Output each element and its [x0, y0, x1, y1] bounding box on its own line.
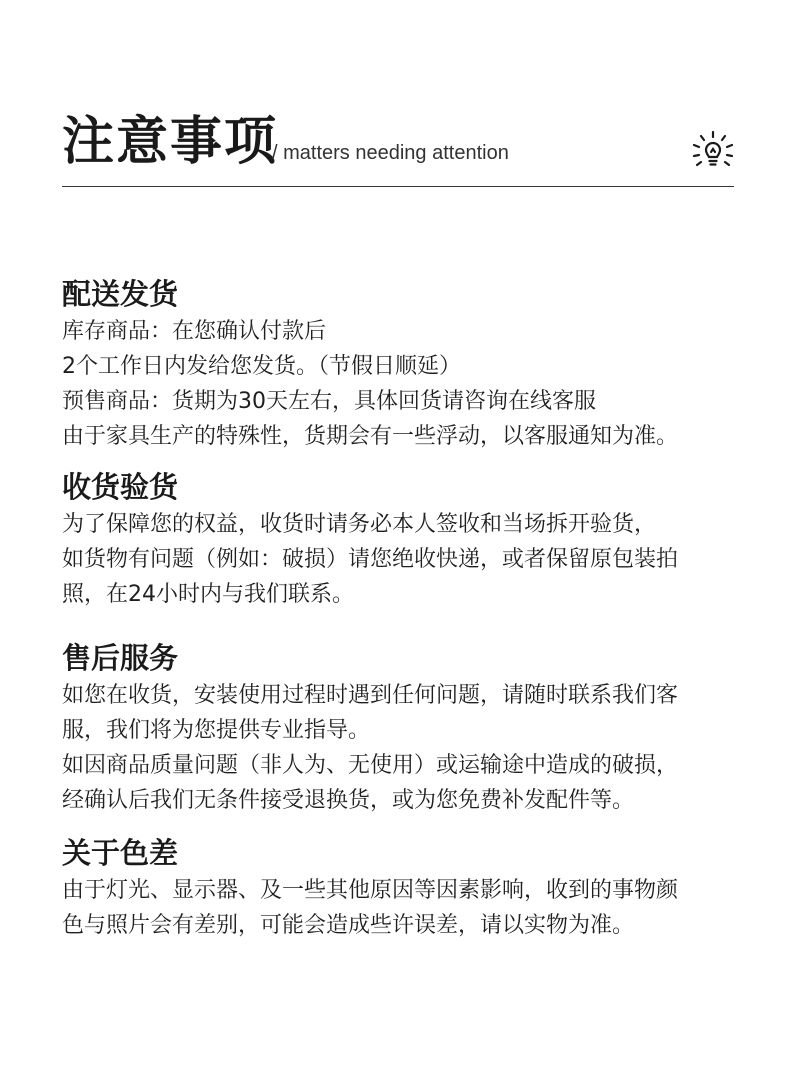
section-body: [62, 678, 752, 818]
section-body: [62, 873, 752, 943]
body-line: 如货物有问题（例如：破损）请您绝收快递，或者保留原包装拍: [62, 547, 679, 572]
section-body: [62, 507, 752, 612]
body-line: 色与照片会有差别，可能会造成些许误差，请以实物为准。: [62, 913, 635, 938]
section-heading: 配送发货: [62, 277, 179, 311]
body-line: 预售商品：货期为30天左右，具体回货请咨询在线客服: [62, 389, 596, 414]
section-after-sales: [62, 638, 752, 818]
body-line: 为了保障您的权益，收货时请务必本人签收和当场拆开验货，: [62, 512, 657, 537]
body-line: 由于家具生产的特殊性，货期会有一些浮动，以客服通知为准。: [62, 424, 679, 449]
body-line: 如您在收货，安装使用过程时遇到任何问题，请随时联系我们客: [62, 683, 679, 708]
section-shipping: [62, 274, 752, 454]
page-subtitle: / matters needing attention: [272, 142, 509, 164]
section-heading: 收货验货: [62, 470, 179, 504]
page-title: 注意事项: [62, 112, 279, 172]
body-line: 2个工作日内发给您发货。（节假日顺延）: [62, 354, 461, 379]
body-line: 由于灯光、显示器、及一些其他原因等因素影响，收到的事物颜: [62, 878, 679, 903]
lightbulb-icon: [692, 130, 734, 172]
section-heading: 售后服务: [62, 641, 179, 675]
section-body: [62, 314, 752, 454]
body-line: 如因商品质量问题（非人为、无使用）或运输途中造成的破损，: [62, 753, 679, 778]
body-line: 照，在24小时内与我们联系。: [62, 582, 354, 607]
body-line: 库存商品：在您确认付款后: [62, 319, 327, 344]
body-line: 经确认后我们无条件接受退换货，或为您免费补发配件等。: [62, 788, 635, 813]
header-divider: [62, 186, 734, 187]
body-line: 服，我们将为您提供专业指导。: [62, 718, 371, 743]
section-heading: 关于色差: [62, 836, 179, 870]
page-header: [62, 112, 734, 188]
section-receiving-inspection: [62, 467, 752, 612]
section-color-difference: [62, 833, 752, 943]
